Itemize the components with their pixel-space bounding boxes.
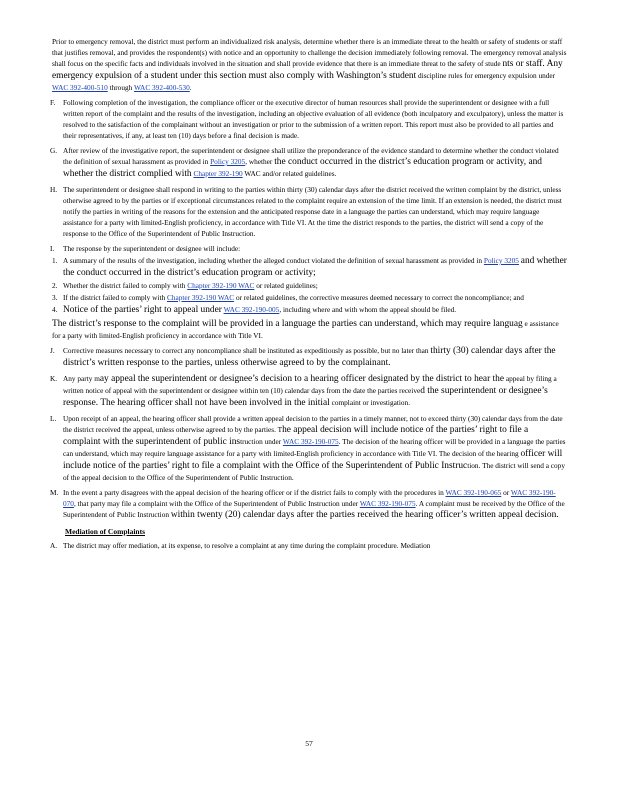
emergency-removal-paragraph <box>50 36 568 93</box>
text: Notice of the parties’ right to appeal under <box>63 305 222 315</box>
list-item-label: 1. <box>52 256 58 265</box>
section-label: G. <box>50 146 58 155</box>
text: In the event a party disagrees with the appeal decision of the hearing officer or if the district fails to comply with the procedures in <box>63 488 444 497</box>
wac-chapter-link[interactable]: Chapter 392-190 WAC <box>166 293 235 302</box>
wac-link[interactable]: WAC 392-190-075 <box>359 499 416 508</box>
section-label: L. <box>50 414 57 423</box>
section-text <box>63 145 568 180</box>
text: officer will include notice of the parties’ right to file a complaint with the Office of the Superintendent of Public Instruc <box>63 449 563 471</box>
section-f <box>50 97 568 141</box>
mediation-section-a <box>50 540 568 551</box>
list-item-label: 4. <box>52 305 58 314</box>
text: Prior to emergency removal, the district must perform an individualized risk analysis, determine whether there is an immediate threat to the health or safety of students or staff that justifies removal, and provides the respondent(s) with notice and an opportunity to challenge the decision immediately following removal. The emergency removal analysis shall focus on the specific facts and individuals involved in the situation and shall provide evidence that there is an immediate threat to the safety of stude <box>52 37 567 68</box>
text: ay appeal the superintendent or designee’s decision to a hearing officer designated by the district to hear the <box>99 374 505 384</box>
list-item-text <box>63 255 568 279</box>
list-item <box>50 255 568 279</box>
text: tion. The district will send a copy of the appeal decision to the Office of the Superintendent of Public Instruction. <box>63 461 565 482</box>
wac-link[interactable]: WAC 392-400-530 <box>133 83 190 92</box>
text: the conduct occurred in the district’s education program or activity, and whether the district complied with <box>63 157 542 179</box>
text: . The decision of the hearing officer will be provided in a language the parties can understand, which may require language assistance for a party with limited-English proficiency in accordance with Title VI. The decision of the hearing <box>63 437 566 458</box>
section-text: Following completion of the investigation, the compliance officer or the executive director of human resources shall provide the superintendent or designee with a full written report of the complaint and the results of the investigation, including an objective evaluation of all evidence (both inculpatory and exculpatory), unless the matter is resolved to the satisfaction of the complainant without an investigation or prior to the submission of a written report. This report must also be provided to all parties and their representatives, if any, at least ten (10) days before a final decision is made. <box>63 98 564 140</box>
wac-link[interactable]: WAC 392-190-065 <box>445 488 502 497</box>
list-item-text <box>63 280 568 291</box>
text: or <box>503 488 510 497</box>
section-text <box>63 487 568 521</box>
text: . A complaint must be received by the Office of the Superintendent of Public Instruction <box>63 499 565 519</box>
list-item <box>50 292 568 303</box>
text: , that party may file a complaint with the Office of the Superintendent of Public Instruction under <box>73 499 359 508</box>
text: within twenty (20) calendar days after the parties received the hearing officer’s written appeal decision. <box>170 510 559 520</box>
text: . <box>189 83 192 92</box>
text: he appeal decision will include notice of the parties’ right to file a complaint with the superintendent of public ins <box>63 425 529 447</box>
section-l <box>50 413 568 483</box>
section-label: J. <box>50 346 55 355</box>
text: Whether the district failed to comply with <box>63 281 186 290</box>
wac-link[interactable]: WAC 392-190-005 <box>223 305 280 314</box>
section-m <box>50 487 568 521</box>
text: or related guidelines, the corrective measures deemed necessary to correct the noncompliance; and <box>235 293 524 302</box>
list-item-label: 2. <box>52 281 58 290</box>
section-text: The district may offer mediation, at its expense, to resolve a complaint at any time during the complaint procedure. Mediation <box>63 541 431 550</box>
section-j <box>50 345 568 369</box>
policy-link[interactable]: Policy 3205 <box>210 157 246 166</box>
wac-link[interactable]: WAC 392-190-070 <box>63 488 556 508</box>
list-item-label: 3. <box>52 293 58 302</box>
section-label: H. <box>50 185 58 194</box>
text: If the district failed to comply with <box>63 293 166 302</box>
text: Corrective measures necessary to correct any noncompliance shall be instituted as expeditiously as possible, but no later than <box>63 346 429 355</box>
section-label: M. <box>50 488 59 497</box>
text: and whether the conduct occurred in the district’s education program or activity; <box>63 256 567 278</box>
text: d the superintendent or designee’s response. The hearing officer shall not have been involved in the initial <box>63 386 548 408</box>
section-label: K. <box>50 374 58 383</box>
section-text: The response by the superintendent or designee will include: <box>63 244 241 253</box>
section-i <box>50 243 568 254</box>
text: or related guidelines; <box>256 281 318 290</box>
section-h <box>50 184 568 239</box>
text: appeal by filing a written notice of appeal with the superintendent or designee within ten (10) calendar days from the date the parties receive <box>63 374 557 395</box>
mediation-heading: Mediation of Complaints <box>65 527 146 536</box>
text: , including where and with whom the appeal should be filed. <box>279 305 457 314</box>
section-label: A. <box>50 541 58 550</box>
text: truction under <box>240 437 282 446</box>
section-text <box>63 413 568 483</box>
text: The district’s response to the complaint will be provided in a language the parties can understand, which may require languag <box>52 319 523 329</box>
response-language-paragraph <box>50 318 568 341</box>
wac-link[interactable]: WAC 392-190-075 <box>282 437 339 446</box>
section-label: F. <box>50 98 56 107</box>
wac-link[interactable]: WAC 392-400-510 <box>52 83 108 92</box>
text: through <box>109 83 133 92</box>
section-label: I. <box>50 244 55 253</box>
section-text: The superintendent or designee shall respond in writing to the parties within thirty (30) calendar days after the district received the written complaint by the district, unless otherwise agreed to by the parties or if exceptional circumstances related to the complaint require an extension of the time limit. If an extension is needed, the district must notify the parties in writing of the reasons for the extension and the anticipated response date in a language the parties can understand, which may require language assistance for a party with limited-English proficiency, in accordance with Title VI. At the time the district responds to the parties, the district will send a copy of the response to the Office of the Superintendent of Public Instruction. <box>63 185 562 238</box>
wac-chapter-link[interactable]: Chapter 392-190 <box>193 169 243 178</box>
section-g <box>50 145 568 180</box>
list-item-text <box>63 292 568 303</box>
policy-link[interactable]: Policy 3205 <box>483 256 519 265</box>
text: WAC and/or related guidelines. <box>244 169 337 178</box>
list-item-text <box>63 304 568 316</box>
text: discipline rules for emergency expulsion under <box>418 71 556 80</box>
text: Upon receipt of an appeal, the hearing officer shall provide a written appeal decision to the parties in a timely manner, not to exceed thirty (30) calendar days from the date the district received the appeal, unless otherwise agreed to by the parties. T <box>63 414 563 434</box>
section-text <box>63 373 568 409</box>
text: e assistance for a party with limited-English proficiency in accordance with Title VI. <box>52 319 559 340</box>
text: A summary of the results of the investigation, including whether the alleged conduct violated the definition of sexual harassment as provided in <box>63 256 483 265</box>
list-item <box>50 280 568 291</box>
text: complaint or investigation. <box>331 398 411 407</box>
section-text <box>63 345 568 369</box>
text: , whether <box>245 157 273 166</box>
list-item <box>50 304 568 316</box>
text: After review of the investigative report, the superintendent or designee shall utilize the preponderance of the evidence standard to determine whether the conduct violated the definition of sexual harassment as provided in <box>63 146 559 166</box>
text: nts or staff. Any emergency expulsion of a student under this section must also comply with Washington’s student <box>52 59 563 81</box>
section-k <box>50 373 568 409</box>
text: thirty (30) calendar days after the district’s written response to the parties, unless otherwise agreed to by the complainant. <box>63 346 556 368</box>
page-number: 57 <box>305 739 313 748</box>
text: Any party m <box>63 374 100 383</box>
wac-chapter-link[interactable]: Chapter 392-190 WAC <box>187 281 255 290</box>
